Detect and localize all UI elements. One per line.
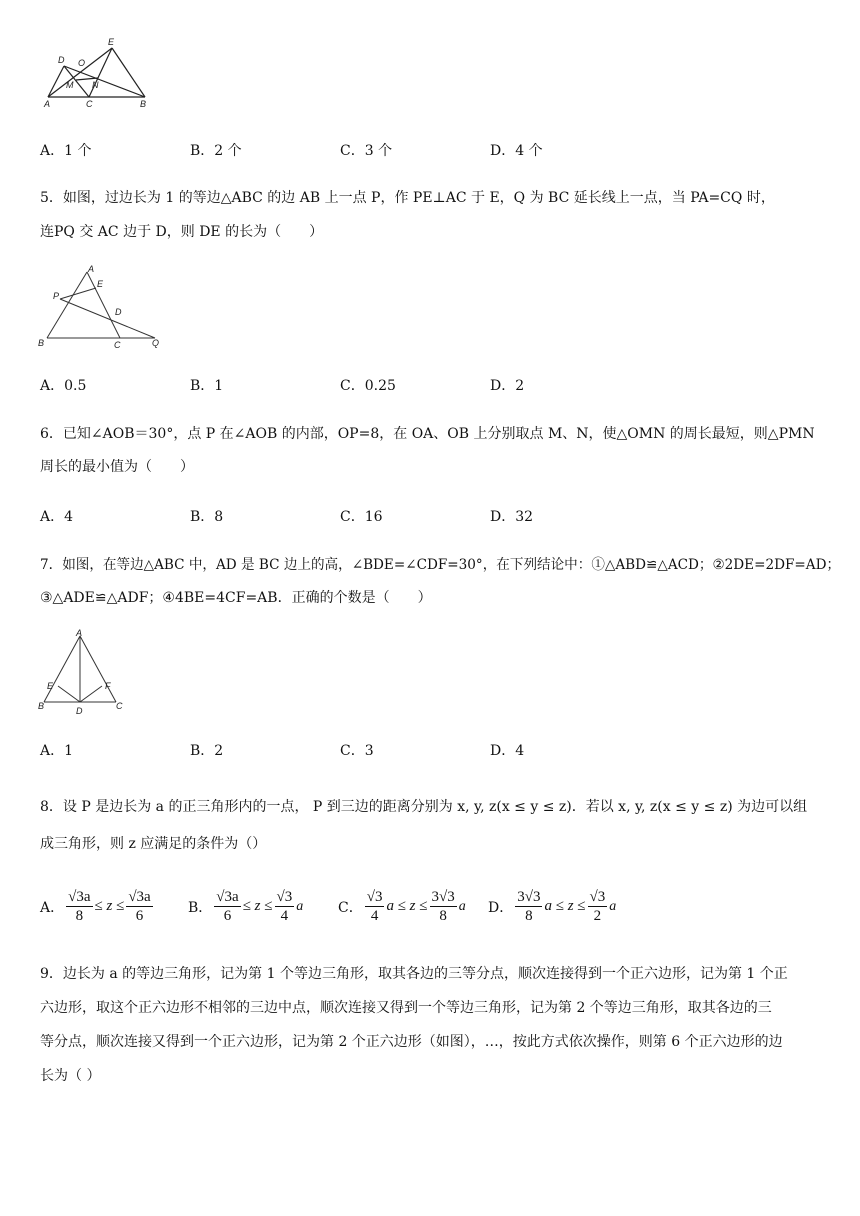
q7-label-c: C bbox=[116, 701, 123, 711]
q6-option-d: D．32 bbox=[490, 509, 534, 525]
q8-option-c-letter: C． bbox=[338, 899, 363, 916]
q8-option-d-right-den: 2 bbox=[593, 908, 602, 924]
q7-figure bbox=[36, 628, 131, 720]
q8-option-b bbox=[188, 888, 303, 925]
q7-option-d: D．4 bbox=[490, 743, 525, 759]
q8-option-a-left-fraction bbox=[66, 888, 92, 925]
q8-option-d-letter: D． bbox=[488, 899, 514, 916]
q5-label-d: D bbox=[115, 307, 122, 317]
q5-label-e: E bbox=[97, 279, 104, 289]
q9-text-line1: 9．边长为 a 的等边三角形，记为第 1 个等边三角形，取其各边的三等分点，顺次连接得到一个正六边形，记为第 1 个正 bbox=[40, 966, 788, 982]
q5-option-b: B．1 bbox=[190, 378, 224, 394]
q8-option-c bbox=[338, 888, 466, 925]
q8-option-c-right-num: 3√3 bbox=[431, 889, 455, 905]
q8-option-a-right-den: 6 bbox=[135, 908, 144, 924]
q7-label-a: A bbox=[76, 628, 83, 638]
q8-option-c-left-den: 4 bbox=[370, 908, 379, 924]
q8-option-b-right-num: √3 bbox=[276, 889, 293, 905]
q4-label-m: M bbox=[66, 80, 74, 90]
q8-option-c-right-fraction bbox=[430, 888, 457, 925]
q6-option-c: C．16 bbox=[340, 509, 383, 525]
q5-label-q: Q bbox=[152, 338, 160, 348]
q7-text-line1: 7．如图，在等边△ABC 中，AD 是 BC 边上的高，∠BDE=∠CDF=30°，在下列结论中：①△ABD≌△ACD；②2DE=2DF=AD； bbox=[40, 557, 841, 573]
q8-option-c-relation: a ≤ z ≤ bbox=[386, 898, 428, 914]
q7-option-b: B．2 bbox=[190, 743, 224, 759]
q5-label-c: C bbox=[114, 340, 121, 350]
q8-option-d-left-fraction bbox=[515, 888, 542, 925]
q8-option-c-left-fraction bbox=[365, 888, 385, 925]
q8-option-b-right-fraction bbox=[275, 888, 295, 925]
q4-option-c: C．3 个 bbox=[340, 143, 393, 159]
q7-label-b: B bbox=[38, 701, 45, 711]
q6-option-a: A．4 bbox=[40, 509, 74, 525]
q8-option-c-left-num: √3 bbox=[366, 889, 383, 905]
q8-text-line1: 8．设 P 是边长为 a 的正三角形内的一点， P 到三边的距离分别为 x, y, z(x ≤ y ≤ z)．若以 x, y, z(x ≤ y ≤ z) 为边可以组 bbox=[40, 799, 808, 815]
q4-option-d: D．4 个 bbox=[490, 143, 543, 159]
q5-option-a: A．0.5 bbox=[40, 378, 87, 394]
q7-label-e: E bbox=[47, 681, 54, 691]
q7-label-d: D bbox=[76, 706, 83, 716]
q9-text-line4: 长为（ ） bbox=[40, 1068, 101, 1084]
q4-figure bbox=[40, 36, 155, 111]
q7-text-line2: ③△ADE≌△ADF；④4BE=4CF=AB．正确的个数是（ ） bbox=[40, 590, 432, 606]
q4-label-a: A bbox=[44, 99, 51, 109]
q4-label-b: B bbox=[140, 99, 147, 109]
q8-option-a-left-num: √3a bbox=[68, 889, 91, 905]
q7-label-f: F bbox=[105, 681, 111, 691]
q8-text-line2: 成三角形，则 z 应满足的条件为（） bbox=[40, 836, 267, 852]
q6-option-b: B．8 bbox=[190, 509, 224, 525]
q8-option-b-relation: ≤ z ≤ bbox=[242, 898, 273, 914]
q9-text-line3: 等分点，顺次连接又得到一个正六边形，记为第 2 个正六边形（如图），…，按此方式依次操作，则第 6 个正六边形的边 bbox=[40, 1034, 783, 1050]
q8-option-d-relation: a ≤ z ≤ bbox=[544, 898, 586, 914]
q8-option-c-suffix: a bbox=[458, 898, 466, 914]
q8-option-a-relation: ≤ z ≤ bbox=[94, 898, 125, 914]
q8-option-d-right-num: √3 bbox=[589, 889, 606, 905]
q4-label-c: C bbox=[86, 99, 93, 109]
q7-option-a: A．1 bbox=[40, 743, 74, 759]
q8-option-a-right-fraction bbox=[126, 888, 152, 925]
q8-option-b-left-num: √3a bbox=[216, 889, 239, 905]
q4-option-b: B．2 个 bbox=[190, 143, 242, 159]
q4-label-n: N bbox=[92, 80, 99, 90]
q8-option-d bbox=[488, 888, 616, 925]
q5-label-b: B bbox=[38, 338, 45, 348]
q5-text-line1: 5．如图，过边长为 1 的等边△ABC 的边 AB 上一点 P，作 PE⊥AC 于 E，Q 为 BC 延长线上一点，当 PA=CQ 时， bbox=[40, 190, 775, 206]
q8-option-d-right-fraction bbox=[588, 888, 608, 925]
q8-option-d-left-den: 8 bbox=[525, 908, 533, 924]
q8-option-a-letter: A． bbox=[40, 899, 65, 916]
q8-option-b-left-den: 6 bbox=[223, 908, 232, 924]
q4-label-o: O bbox=[78, 58, 86, 68]
q8-option-a bbox=[40, 888, 155, 925]
q8-option-c-right-den: 8 bbox=[439, 908, 447, 924]
q8-option-b-letter: B． bbox=[188, 899, 213, 916]
q6-text-line1: 6．已知∠AOB＝30°，点 P 在∠AOB 的内部，OP=8，在 OA、OB 上分别取点 M、N，使△OMN 的周长最短，则△PMN bbox=[40, 426, 815, 442]
q5-text-line2: 连PQ 交 AC 边于 D，则 DE 的长为（ ） bbox=[40, 224, 324, 240]
q4-option-a: A．1 个 bbox=[40, 143, 92, 159]
q5-option-d: D．2 bbox=[490, 378, 525, 394]
q8-option-b-right-den: 4 bbox=[280, 908, 289, 924]
q5-option-c: C．0.25 bbox=[340, 378, 396, 394]
q4-label-d: D bbox=[58, 55, 65, 65]
q9-text-line2: 六边形，取这个正六边形不相邻的三边中点，顺次连接又得到一个等边三角形，记为第 2 个等边三角形，取其各边的三 bbox=[40, 1000, 772, 1016]
q8-option-b-left-fraction bbox=[214, 888, 240, 925]
q5-label-a: A bbox=[88, 264, 95, 274]
q5-figure bbox=[35, 264, 165, 354]
q7-option-c: C．3 bbox=[340, 743, 374, 759]
q8-option-a-left-den: 8 bbox=[75, 908, 84, 924]
q8-option-d-suffix: a bbox=[609, 898, 617, 914]
q4-label-e: E bbox=[108, 37, 115, 47]
q8-option-b-suffix: a bbox=[296, 898, 304, 914]
q5-label-p: P bbox=[53, 291, 60, 301]
q8-option-a-right-num: √3a bbox=[128, 889, 151, 905]
q8-option-d-left-num: 3√3 bbox=[517, 889, 541, 905]
q6-text-line2: 周长的最小值为（ ） bbox=[40, 459, 194, 475]
